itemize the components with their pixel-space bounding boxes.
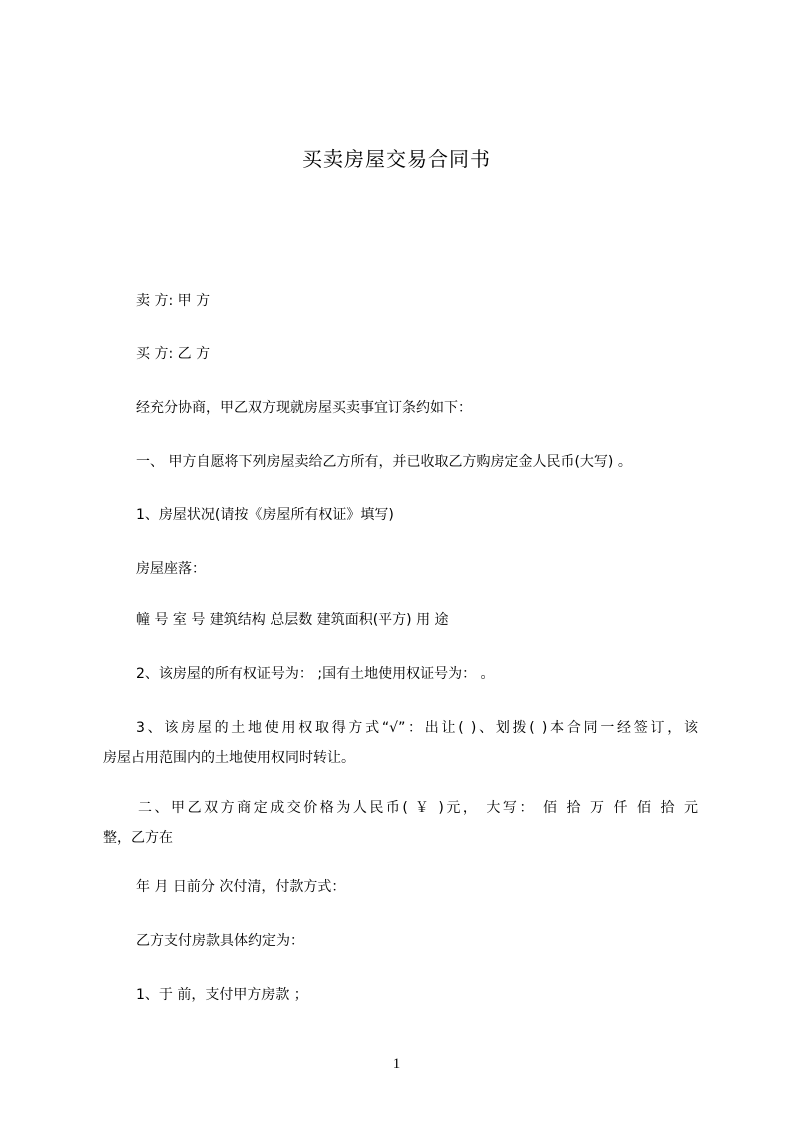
buyer-line: 买 方: 乙 方	[136, 346, 211, 362]
clause-2-line-2: 整，乙方在	[103, 830, 173, 846]
item-3-line-2: 房屋占用范围内的土地使用权同时转让。	[103, 750, 355, 766]
seller-line: 卖 方: 甲 方	[136, 293, 211, 309]
property-columns: 幢 号 室 号 建筑结构 总层数 建筑面积(平方) 用 途	[136, 612, 449, 628]
payment-date-line: 年 月 日前分 次付清，付款方式：	[136, 879, 346, 895]
clause-2-price	[103, 793, 698, 853]
document-title: 买卖房屋交易合同书	[302, 147, 491, 171]
page-number: 1	[392, 1056, 401, 1072]
property-location: 房屋座落：	[136, 561, 206, 577]
clause-1: 一、 甲方自愿将下列房屋卖给乙方所有，并已收取乙方购房定金人民币(大写) 。	[136, 454, 632, 470]
payment-item-1: 1、于 前，支付甲方房款 ；	[136, 987, 308, 1003]
item-2-certificate-numbers: 2、该房屋的所有权证号为： ;国有土地使用权证号为： 。	[136, 666, 495, 682]
item-3-land-use	[103, 713, 698, 773]
clause-2-line-1: 二、甲乙双方商定成交价格为人民币( ￥ )元， 大写： 佰 拾 万 仟 佰 拾 元	[138, 800, 698, 816]
item-1-property-status: 1、房屋状况(请按《房屋所有权证》填写)	[136, 507, 394, 523]
payment-terms-line: 乙方支付房款具体约定为：	[136, 933, 304, 949]
item-3-line-1: 3、该房屋的土地使用权取得方式“√”：出让( )、划拨( )本合同一经签订，该	[136, 720, 698, 736]
intro-paragraph: 经充分协商，甲乙双方现就房屋买卖事宜订条约如下：	[136, 400, 472, 416]
